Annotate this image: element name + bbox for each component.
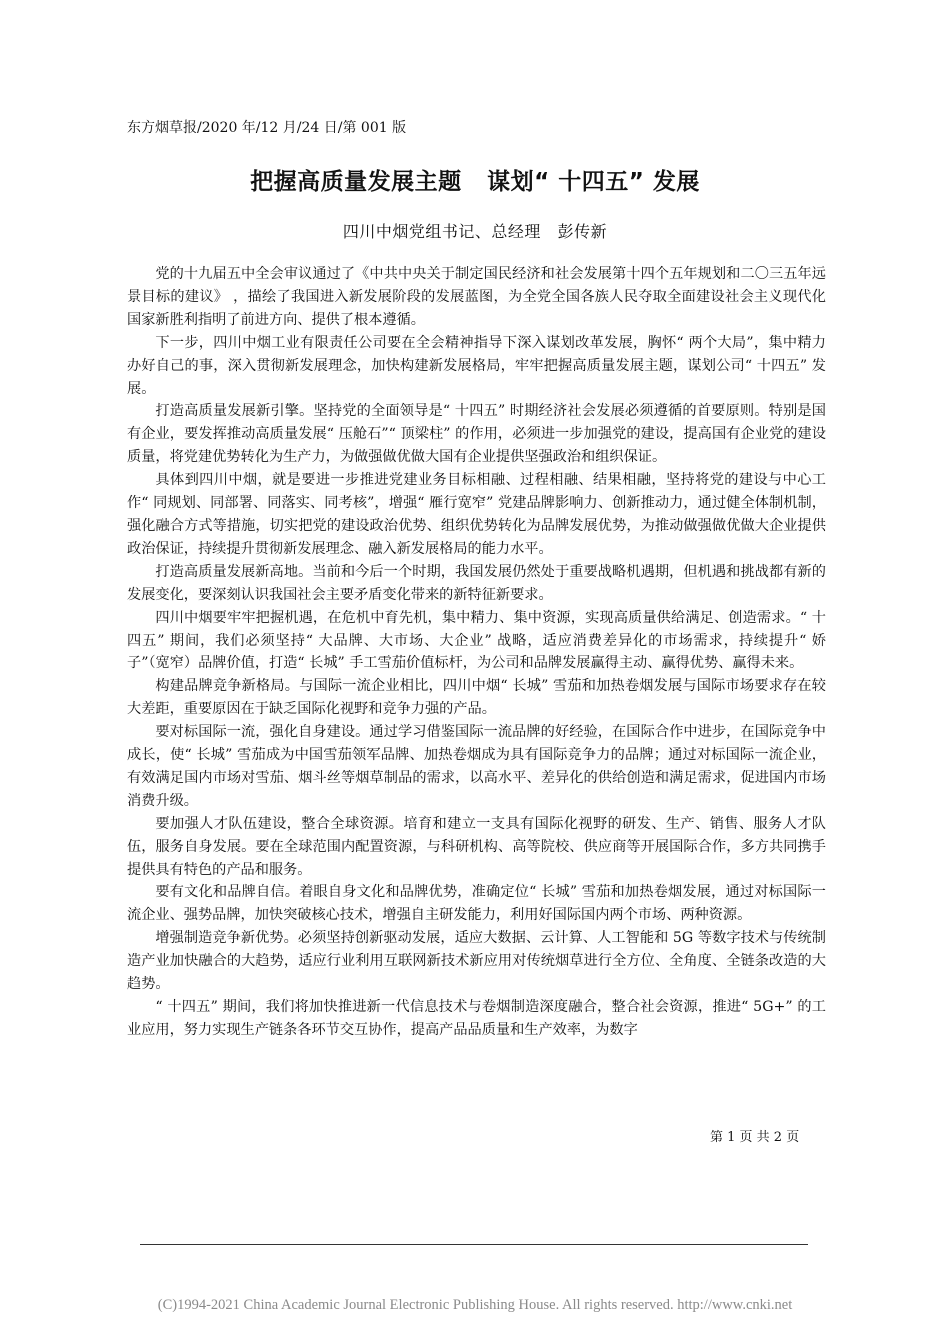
paragraph: 要对标国际一流，强化自身建设。通过学习借鉴国际一流品牌的好经验，在国际合作中进步，在国际竞争中成长，使“ 长城” 雪茄成为中国雪茄领军品牌、加热卷烟成为具有国际竞争力的品牌；通过对标国际一流企业，有效满足国内市场对雪茄、烟斗丝等烟草制品的需求，以高水平、差异化的供给创造和满足需求，促进国内市场消费升级。 (127, 724, 826, 809)
paragraph: 增强制造竞争新优势。必须坚持创新驱动发展，适应大数据、云计算、人工智能和 5G 等数字技术与传统制造产业加快融合的大趋势，适应行业利用互联网新技术新应用对传统烟草进行全方位、全角度、全链条改造的大趋势。 (127, 930, 826, 993)
article-author: 四川中烟党组书记、总经理 彭传新 (342, 222, 608, 241)
paragraph: 构建品牌竞争新格局。与国际一流企业相比，四川中烟“ 长城” 雪茄和加热卷烟发展与国际市场要求存在较大差距，重要原因在于缺乏国际化视野和竞争力强的产品。 (127, 678, 826, 718)
paragraph: 具体到四川中烟，就是要进一步推进党建业务目标相融、过程相融、结果相融，坚持将党的建设与中心工作“ 同规划、同部署、同落实、同考核”，增强“ 雁行宽窄” 党建品牌影响力、创新推动力，通过健全体制机制，强化融合方式等措施，切实把党的建设政治优势、组织优势转化为品牌发展优势，为推动做强做优做大企业提供政治保证，持续提升贯彻新发展理念、融入新发展格局的能力水平。 (127, 472, 826, 557)
paragraph: 要加强人才队伍建设，整合全球资源。培育和建立一支具有国际化视野的研发、生产、销售、服务人才队伍，服务自身发展。要在全球范围内配置资源，与科研机构、高等院校、供应商等开展国际合作，多方共同携手提供具有特色的产品和服务。 (127, 815, 826, 878)
paragraph: 下一步，四川中烟工业有限责任公司要在全会精神指导下深入谋划改革发展，胸怀“ 两个大局”，集中精力办好自己的事，深入贯彻新发展理念，加快构建新发展格局，牢牢把握高质量发展主题，谋划公司“ 十四五” 发展。 (127, 334, 826, 397)
paragraph: 党的十九届五中全会审议通过了《中共中央关于制定国民经济和社会发展第十四个五年规划和二〇三五年远景目标的建议》 ，描绘了我国进入新发展阶段的发展蓝图，为全党全国各族人民夺取全面建设社会主义现代化国家新胜利指明了前进方向、提供了根本遵循。 (127, 266, 826, 328)
paragraph: “ 十四五” 期间，我们将加快推进新一代信息技术与卷烟制造深度融合，整合社会资源，推进“ 5G+” 的工业应用，努力实现生产链条各环节交互协作，提高产品品质量和生产效率，为数字 (127, 999, 826, 1038)
page-number: 第 1 页 共 2 页 (710, 1130, 800, 1145)
paragraph: 打造高质量发展新高地。当前和今后一个时期，我国发展仍然处于重要战略机遇期，但机遇和挑战都有新的发展变化，要深刻认识我国社会主要矛盾变化带来的新特征新要求。 (127, 563, 826, 603)
footer-divider (140, 1244, 808, 1245)
paragraph: 要有文化和品牌自信。着眼自身文化和品牌优势，准确定位“ 长城” 雪茄和加热卷烟发展，通过对标国际一流企业、强势品牌，加快突破核心技术，增强自主研发能力，利用好国际国内两个市场、两种资源。 (127, 884, 826, 924)
publication-source: 东方烟草报/2020 年/12 月/24 日/第 001 版 (127, 120, 407, 136)
copyright-notice: (C)1994-2021 China Academic Journal Electronic Publishing House. All rights reserved. http://www.cnki.net (157, 1297, 793, 1313)
paragraph: 四川中烟要牢牢把握机遇，在危机中育先机，集中精力、集中资源，实现高质量供给满足、创造需求。“ 十四五” 期间，我们必须坚持“ 大品牌、大市场、大企业” 战略，适应消费差异化的市场需求，持续提升“ 娇子”（宽窄）品牌价值，打造“ 长城” 手工雪茄价值标杆，为公司和品牌发展赢得主动、赢得优势、赢得未来。 (127, 609, 826, 672)
article-title: 把握高质量发展主题 谋划“ 十四五” 发展 (250, 169, 700, 195)
article-body (127, 263, 826, 1042)
paragraph: 打造高质量发展新引擎。坚持党的全面领导是“ 十四五” 时期经济社会发展必须遵循的首要原则。特别是国有企业，要发挥推动高质量发展“ 压舱石”“ 顶梁柱” 的作用，必须进一步加强党的建设，提高国有企业党的建设质量，将党建优势转化为生产力，为做强做优做大国有企业提供坚强政治和组织保证。 (127, 403, 826, 466)
